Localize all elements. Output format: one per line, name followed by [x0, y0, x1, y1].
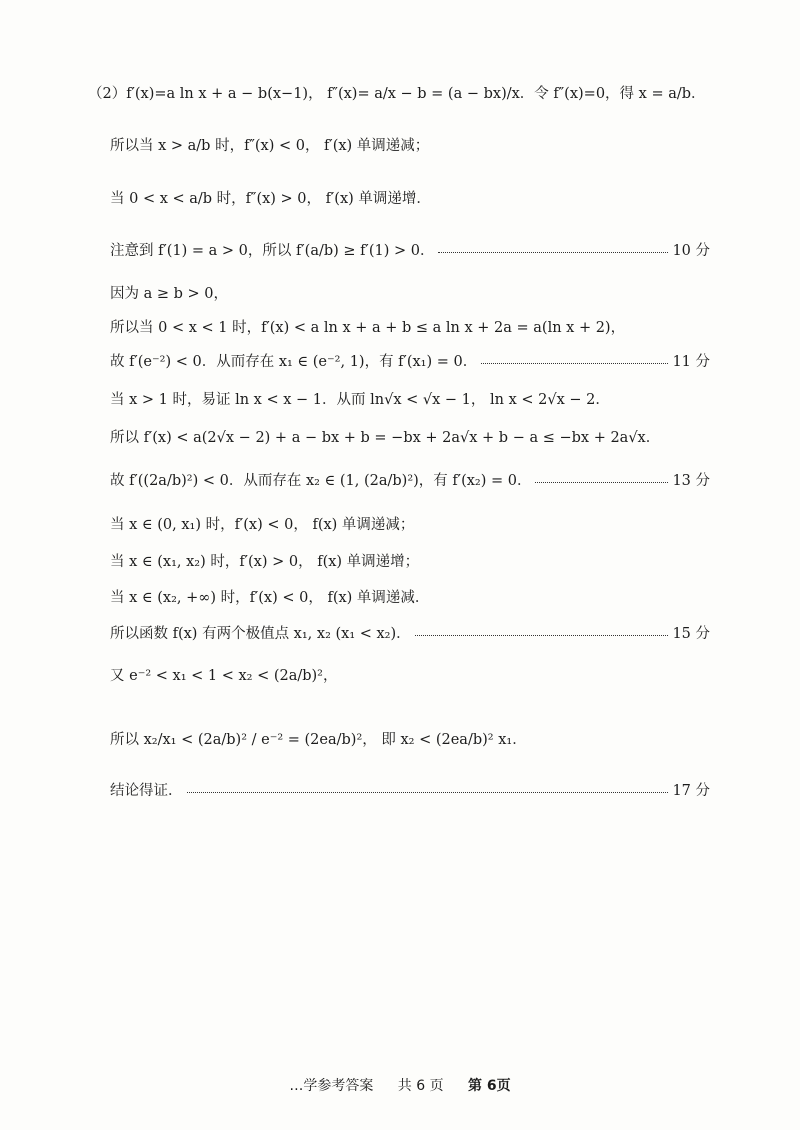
- dot-leader: [415, 634, 669, 636]
- dot-leader: [187, 791, 669, 793]
- page-footer: [0, 1075, 800, 1095]
- line-text: 注意到 f′(1) = a > 0，所以 f′(a/b) ≥ f′(1) > 0．: [110, 243, 435, 259]
- score-label: 15 分: [672, 626, 710, 642]
- solution-line-10: [110, 469, 710, 490]
- solution-line-15: [110, 664, 710, 685]
- line-text: 故 f′((2a/b)²) < 0．从而存在 x₂ ∈ (1, (2a/b)²)，有 f′(x₂) = 0．: [110, 473, 532, 489]
- solution-line-12: [110, 550, 710, 571]
- line-text: 当 x ∈ (x₁, x₂) 时，f′(x) > 0， f(x) 单调递增；: [110, 554, 420, 570]
- solution-line-14: [110, 622, 710, 643]
- footer-doc-title: …学参考答案: [289, 1078, 374, 1094]
- line-text: 故 f′(e⁻²) < 0．从而存在 x₁ ∈ (e⁻², 1)，有 f′(x₁) = 0．: [110, 354, 478, 370]
- score-label: 11 分: [672, 354, 710, 370]
- solution-line-8: [110, 388, 710, 409]
- solution-line-3: [110, 187, 710, 208]
- footer-total-pages: 共 6 页: [397, 1078, 444, 1094]
- solution-line-2: [110, 134, 710, 155]
- score-label: 13 分: [672, 473, 710, 489]
- line-text: 结论得证．: [110, 783, 183, 799]
- line-text: 又 e⁻² < x₁ < 1 < x₂ < (2a/b)²，: [110, 668, 338, 684]
- solution-line-17: [110, 779, 710, 800]
- line-text: 当 x ∈ (x₂, +∞) 时，f′(x) < 0， f(x) 单调递减．: [110, 590, 430, 606]
- solution-line-11: [110, 513, 710, 534]
- solution-line-13: [110, 586, 710, 607]
- line-text: 当 0 < x < a/b 时，f″(x) > 0， f′(x) 单调递增．: [110, 191, 431, 207]
- solution-line-4: [110, 239, 710, 260]
- footer-page-number: 第 6页: [468, 1078, 511, 1094]
- solution-line-7: [110, 350, 710, 371]
- solution-line-9: [110, 426, 710, 447]
- line-text: 所以 f′(x) < a(2√x − 2) + a − bx + b = −bx + 2a√x + b − a ≤ −bx + 2a√x．: [110, 430, 661, 446]
- line-text: （2）f′(x)=a ln x + a − b(x−1)， f″(x)= a/x − b = (a − bx)/x．令 f″(x)=0，得 x = a/b．: [88, 86, 706, 102]
- solution-line-1: [88, 82, 706, 103]
- dot-leader: [481, 362, 668, 364]
- solution-line-5: [110, 282, 710, 303]
- line-text: 所以函数 f(x) 有两个极值点 x₁, x₂ (x₁ < x₂)．: [110, 626, 411, 642]
- line-text: 因为 a ≥ b > 0，: [110, 286, 228, 302]
- line-text: 所以当 0 < x < 1 时，f′(x) < a ln x + a + b ≤ a ln x + 2a = a(ln x + 2)，: [110, 320, 626, 336]
- solution-line-6: [110, 316, 710, 337]
- dot-leader: [535, 481, 668, 483]
- line-text: 当 x ∈ (0, x₁) 时，f′(x) < 0， f(x) 单调递减；: [110, 517, 415, 533]
- score-label: 10 分: [672, 243, 710, 259]
- line-text: 所以 x₂/x₁ < (2a/b)² / e⁻² = (2ea/b)²， 即 x₂ < (2ea/b)² x₁．: [110, 732, 527, 748]
- line-text: 所以当 x > a/b 时，f″(x) < 0， f′(x) 单调递减；: [110, 138, 430, 154]
- solution-line-16: [110, 728, 710, 749]
- score-label: 17 分: [672, 783, 710, 799]
- line-text: 当 x > 1 时，易证 ln x < x − 1．从而 ln√x < √x − 1， ln x < 2√x − 2．: [110, 392, 610, 408]
- dot-leader: [438, 251, 668, 253]
